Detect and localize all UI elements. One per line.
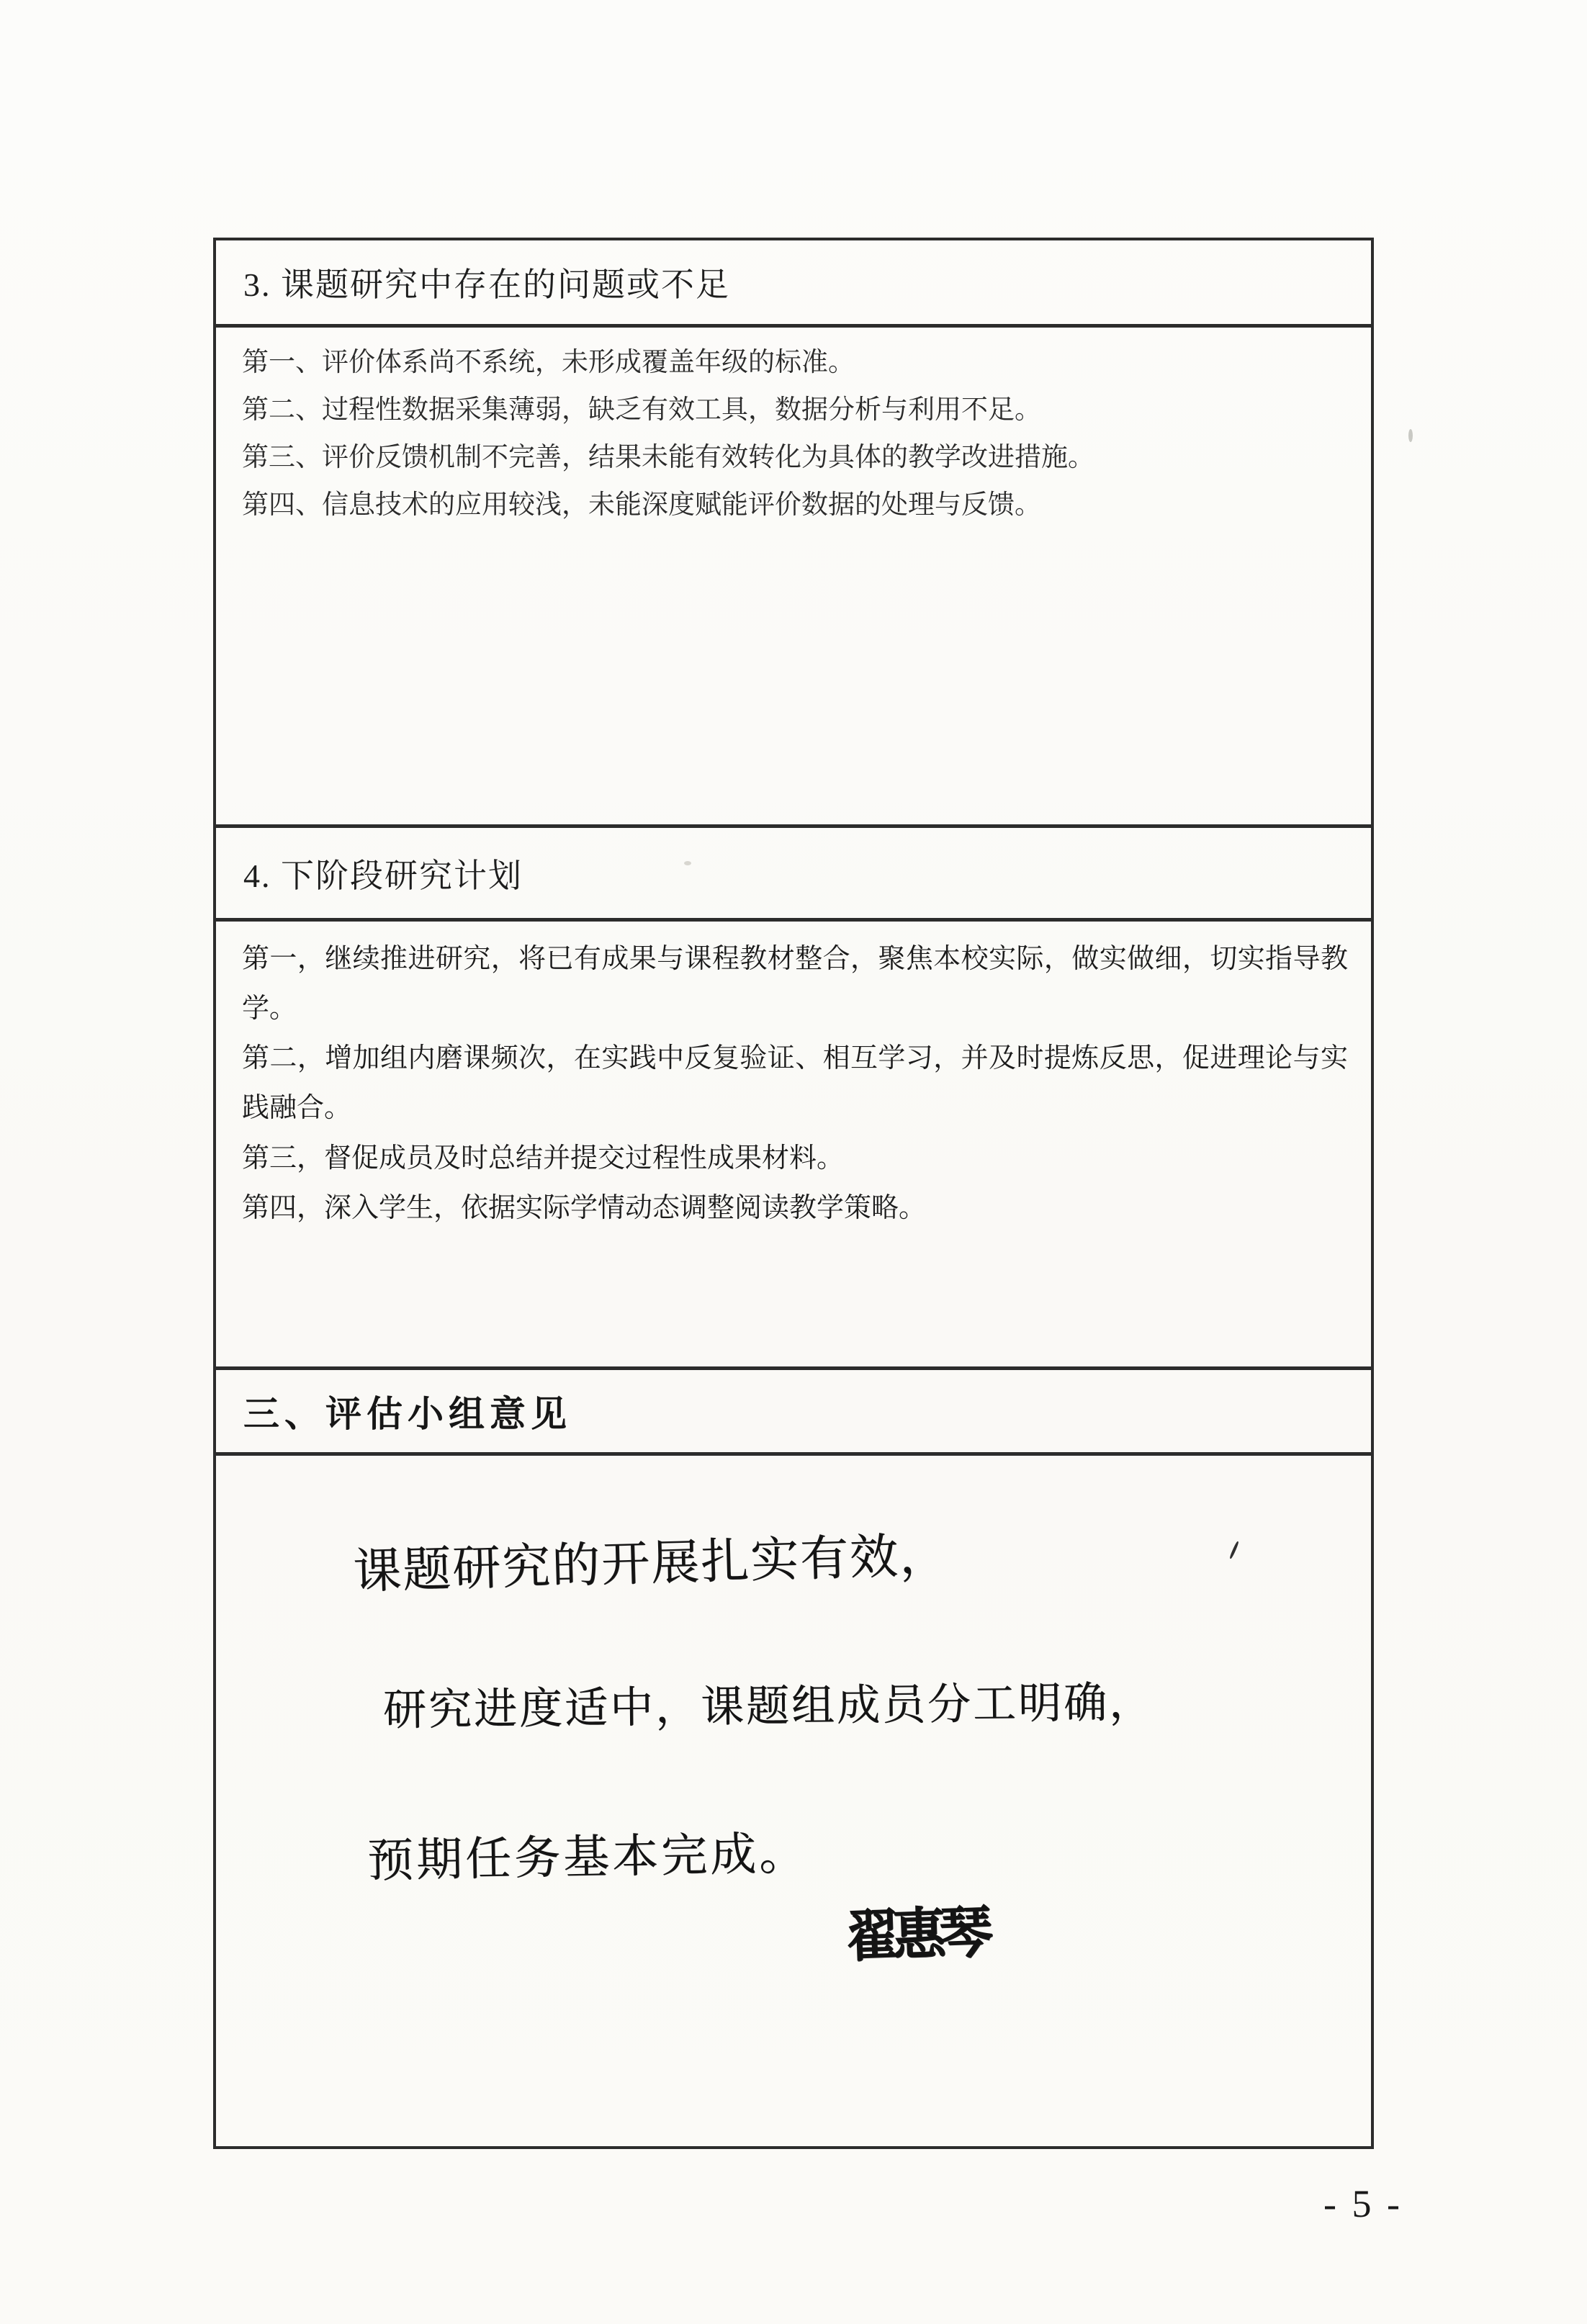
handwritten-signature: 翟惠琴 (844, 1900, 987, 1968)
scan-speck (684, 861, 691, 865)
plan-item-4: 第四，深入学生，依据实际学情动态调整阅读教学策略。 (242, 1192, 927, 1223)
stray-pen-mark (1229, 1541, 1239, 1559)
section-3-content-cell (216, 328, 1371, 828)
handwritten-line-2: 研究进度适中，课题组成员分工明确， (382, 1677, 1155, 1734)
scan-speck (1408, 429, 1413, 442)
evaluation-content-cell (216, 1456, 1371, 2146)
section-4-heading-row (216, 828, 1371, 922)
problem-item-1: 第一、评价体系尚不系统，未形成覆盖年级的标准。 (242, 348, 855, 377)
problem-item-2: 第二、过程性数据采集薄弱，缺乏有效工具，数据分析与利用不足。 (242, 395, 1041, 425)
plan-item-3: 第三，督促成员及时总结并提交过程性成果材料。 (242, 1143, 845, 1174)
section-4-content-cell (216, 922, 1371, 1370)
problem-item-4: 第四、信息技术的应用较浅，未能深度赋能评价数据的处理与反馈。 (242, 490, 1041, 520)
plan-item-1: 第一，继续推进研究，将已有成果与课程教材整合，聚焦本校实际，做实做细，切实指导教学。 (242, 944, 1348, 1024)
problem-item-3: 第三、评价反馈机制不完善，结果未能有效转化为具体的教学改进措施。 (242, 442, 1094, 472)
plan-item-2: 第二，增加组内磨课频次，在实践中反复验证、相互学习，并及时提炼反思，促进理论与实践融合。 (242, 1043, 1348, 1124)
evaluation-heading-row (216, 1370, 1371, 1456)
evaluation-form-table (213, 238, 1374, 2149)
section-4-heading: 4. 下阶段研究计划 (243, 857, 523, 894)
handwritten-line-3: 预期任务基本完成。 (367, 1827, 809, 1887)
page-number: - 5 - (1323, 2182, 1403, 2225)
section-3-heading: 3. 课题研究中存在的问题或不足 (243, 266, 730, 303)
evaluation-heading: 三、评估小组意见 (243, 1394, 572, 1434)
section-3-heading-row (216, 240, 1371, 328)
handwritten-line-1: 课题研究的开展扎实有效， (352, 1528, 950, 1599)
